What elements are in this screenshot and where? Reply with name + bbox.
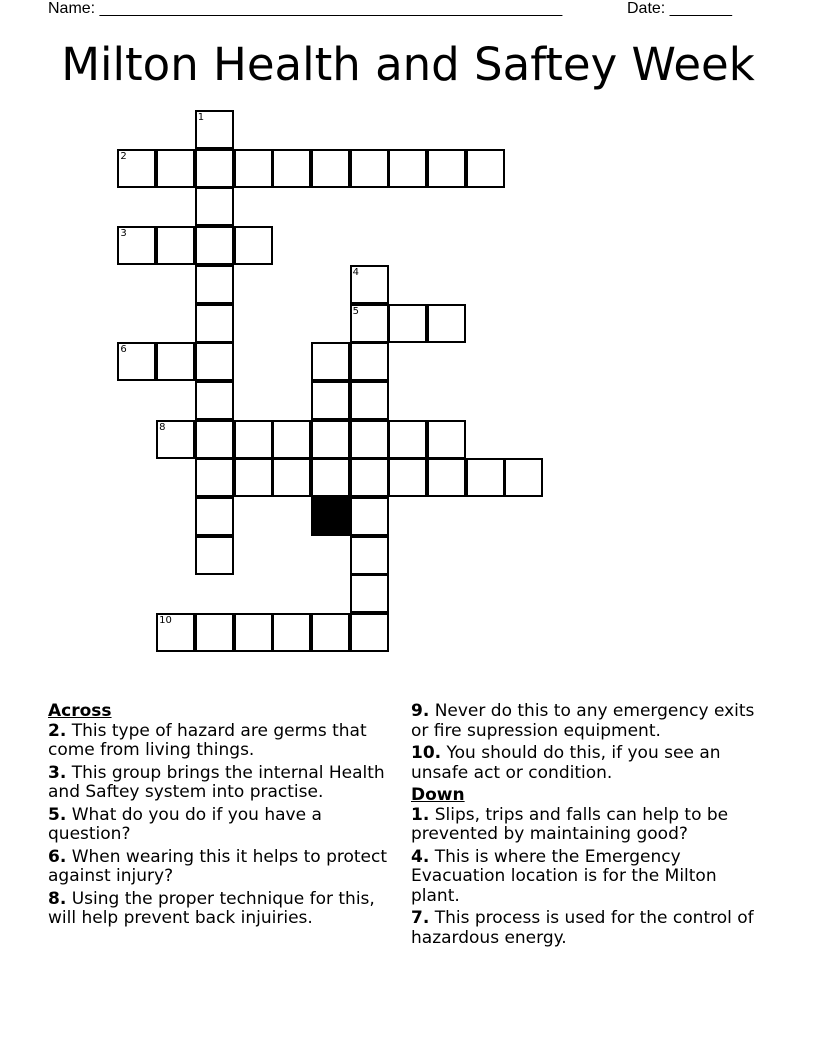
clue-number: 10	[159, 615, 172, 627]
crossword-cell[interactable]	[311, 420, 350, 459]
crossword-cell[interactable]	[195, 381, 234, 420]
crossword-cell[interactable]	[156, 420, 195, 459]
crossword-cell[interactable]	[504, 458, 543, 497]
crossword-cell[interactable]	[156, 613, 195, 652]
crossword-cell[interactable]	[156, 149, 195, 188]
crossword-cell[interactable]	[466, 458, 505, 497]
clue-across-9: 9. Never do this to any emergency exits or fire supression equipment.	[411, 701, 755, 741]
crossword-cell[interactable]	[234, 613, 273, 652]
clue-across-3: 3. This group brings the internal Health and Saftey system into practise.	[48, 762, 385, 802]
crossword-cell[interactable]	[388, 304, 427, 343]
clue-number: 4	[352, 266, 359, 278]
crossword-cell[interactable]	[272, 420, 311, 459]
crossword-cell[interactable]	[350, 149, 389, 188]
crossword-cell[interactable]	[195, 420, 234, 459]
crossword-cell[interactable]	[350, 304, 389, 343]
crossword-cell[interactable]	[427, 420, 466, 459]
page-title: Milton Health and Saftey Week	[61, 38, 755, 91]
crossword-cell[interactable]	[195, 265, 234, 304]
name-field-label: Name: ____________________________________________________	[48, 0, 563, 17]
clue-down-4: 4. This is where the Emergency Evacuation location is for the Milton plant.	[411, 846, 717, 906]
crossword-cell[interactable]	[350, 265, 389, 304]
crossword-cell[interactable]	[156, 226, 195, 265]
crossword-cell[interactable]	[272, 458, 311, 497]
black-cell	[311, 497, 350, 536]
crossword-cell[interactable]	[311, 458, 350, 497]
crossword-cell[interactable]	[117, 149, 156, 188]
crossword-cell[interactable]	[311, 342, 350, 381]
crossword-cell[interactable]	[311, 613, 350, 652]
crossword-cell[interactable]	[350, 536, 389, 575]
clue-across-8: 8. Using the proper technique for this, will help prevent back injuiries.	[48, 888, 375, 928]
clue-number: 1	[197, 112, 205, 123]
clue-across-5: 5. What do you do if you have a question?	[48, 804, 322, 844]
clue-number: 3	[120, 228, 127, 240]
crossword-cell[interactable]	[350, 342, 389, 381]
crossword-cell[interactable]	[427, 149, 466, 188]
crossword-cell[interactable]	[388, 420, 427, 459]
crossword-cell[interactable]	[195, 613, 234, 652]
clue-across-6: 6. When wearing this it helps to protect against injury?	[48, 846, 388, 886]
crossword-cell[interactable]	[195, 226, 234, 265]
crossword-cell[interactable]	[427, 304, 466, 343]
clue-number: 2	[120, 150, 127, 162]
crossword-cell[interactable]	[388, 149, 427, 188]
crossword-cell[interactable]	[350, 574, 389, 613]
crossword-cell[interactable]	[195, 342, 234, 381]
crossword-cell[interactable]	[195, 110, 234, 149]
clue-down-7: 7. This process is used for the control of hazardous energy.	[411, 908, 754, 948]
crossword-cell[interactable]	[195, 497, 234, 536]
crossword-cell[interactable]	[195, 536, 234, 575]
crossword-cell[interactable]	[350, 613, 389, 652]
clues-column-right	[411, 702, 763, 951]
crossword-cell[interactable]	[195, 304, 234, 343]
crossword-cell[interactable]	[350, 381, 389, 420]
crossword-cell[interactable]	[234, 420, 273, 459]
clue-number: 8	[159, 421, 166, 433]
date-field-label: Date: _______	[627, 0, 732, 17]
clue-down-1: 1. Slips, trips and falls can help to be prevented by maintaining good?	[411, 804, 729, 844]
crossword-cell[interactable]	[272, 149, 311, 188]
crossword-cell[interactable]	[350, 458, 389, 497]
crossword-cell[interactable]	[272, 613, 311, 652]
crossword-cell[interactable]	[427, 458, 466, 497]
crossword-cell[interactable]	[234, 149, 273, 188]
crossword-cell[interactable]	[311, 381, 350, 420]
crossword-cell[interactable]	[117, 226, 156, 265]
across-heading: Across	[48, 701, 112, 721]
down-heading: Down	[411, 785, 465, 805]
crossword-cell[interactable]	[234, 458, 273, 497]
clue-number: 5	[352, 305, 359, 317]
crossword-cell[interactable]	[195, 458, 234, 497]
crossword-cell[interactable]	[234, 226, 273, 265]
crossword-cell[interactable]	[466, 149, 505, 188]
clue-across-2: 2. This type of hazard are germs that come from living things.	[48, 720, 367, 760]
clue-number: 6	[120, 344, 127, 356]
crossword-cell[interactable]	[388, 458, 427, 497]
clues-column-left	[48, 702, 400, 932]
crossword-cell[interactable]	[195, 187, 234, 226]
crossword-cell[interactable]	[156, 342, 195, 381]
crossword-cell[interactable]	[350, 497, 389, 536]
clue-across-10: 10. You should do this, if you see an unsafe act or condition.	[411, 743, 721, 783]
crossword-cell[interactable]	[311, 149, 350, 188]
crossword-cell[interactable]	[195, 149, 234, 188]
crossword-cell[interactable]	[117, 342, 156, 381]
crossword-cell[interactable]	[350, 420, 389, 459]
